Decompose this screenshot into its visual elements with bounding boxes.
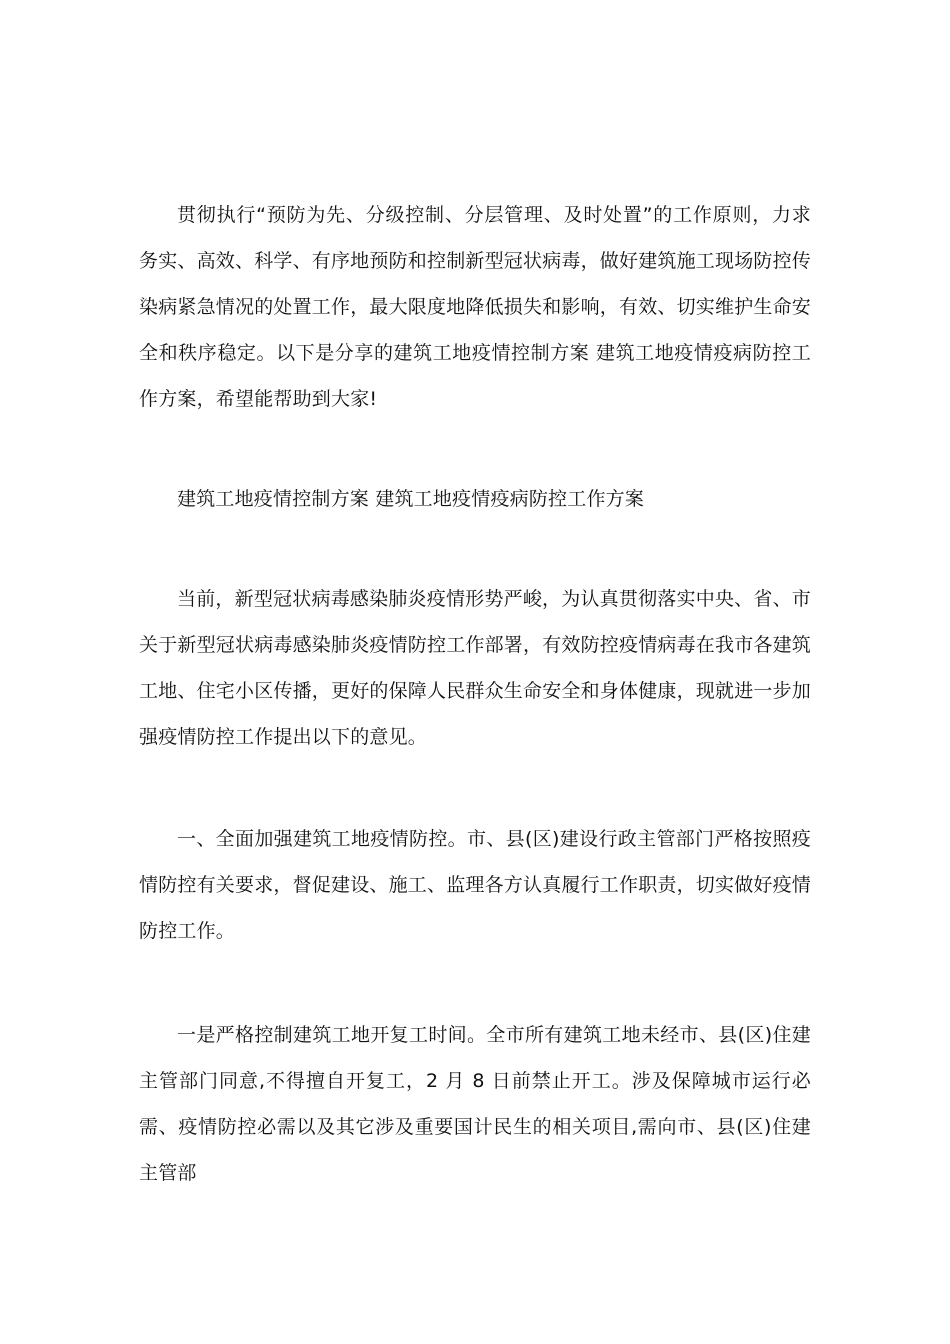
document-title: 建筑工地疫情控制方案 建筑工地疫情疫病防控工作方案: [177, 488, 645, 510]
intro-paragraph: 贯彻执行“预防为先、分级控制、分层管理、及时处置”的工作原则，力求务实、高效、科学、有序地预防和控制新型冠状病毒，做好建筑施工现场防控传染病紧急情况的处置工作，最大限度地降低损失和影响，有效、切实维护生命安全和秩序稳定。以下是分享的建筑工地疫情控制方案 建筑工地疫情疫病防控工作方案，希望能帮助到大家!: [139, 204, 812, 410]
document-body: [139, 192, 811, 1196]
body-paragraph-1: 当前，新型冠状病毒感染肺炎疫情形势严峻，为认真贯彻落实中央、省、市关于新型冠状病毒感染肺炎疫情防控工作部署，有效防控疫情病毒在我市各建筑工地、住宅小区传播，更好的保障人民群众生命安全和身体健康，现就进一步加强疫情防控工作提出以下的意见。: [139, 588, 812, 748]
body-paragraph-3: 一是严格控制建筑工地开复工时间。全市所有建筑工地未经市、县(区)住建主管部门同意,不得擅自开复工，2 月 8 日前禁止开工。涉及保障城市运行必需、疫情防控必需以及其它涉及重要国计民生的相关项目,需向市、县(区)住建主管部: [139, 1024, 811, 1184]
body-paragraph-2: 一、全面加强建筑工地疫情防控。市、县(区)建设行政主管部门严格按照疫情防控有关要求，督促建设、施工、监理各方认真履行工作职责，切实做好疫情防控工作。: [139, 828, 812, 942]
